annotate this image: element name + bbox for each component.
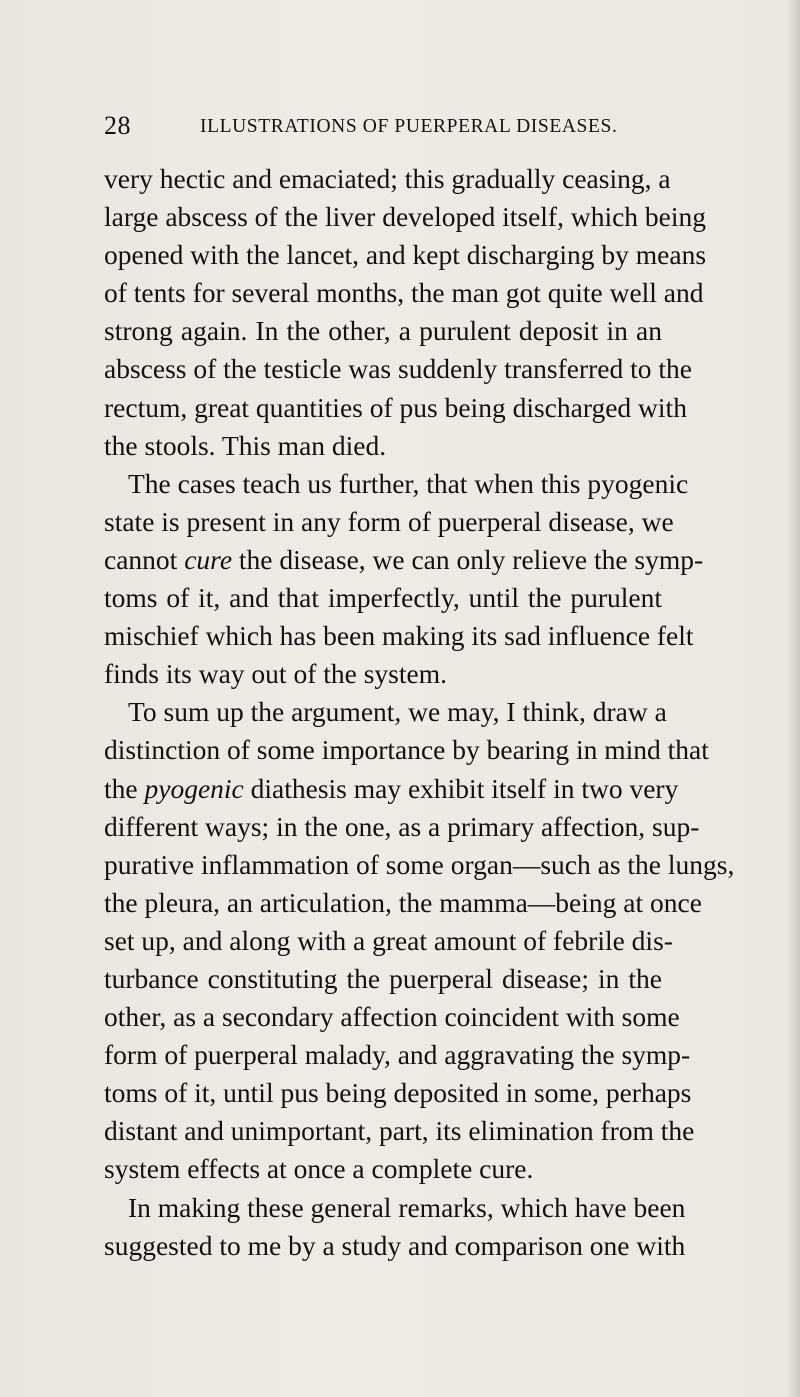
- text-line: of tents for several months, the man got quite well and: [104, 277, 704, 309]
- text-line: In making these general remarks, which have been: [128, 1191, 686, 1223]
- text-line: state is present in any form of puerperal disease, we: [104, 505, 674, 537]
- text-line: other, as a secondary affection coincident with some: [104, 1001, 680, 1033]
- text-line: rectum, great quantities of pus being discharged with: [104, 391, 687, 423]
- text-line: toms of it, until pus being deposited in some, perhaps: [104, 1077, 692, 1109]
- text-line: set up, and along with a great amount of febrile dis-: [104, 924, 673, 956]
- text-line: suggested to me by a study and comparison one with: [104, 1229, 686, 1261]
- text-line: toms of it, and that imperfectly, until the purulent: [104, 582, 662, 614]
- text-line: the pleura, an articulation, the mamma—being at once: [104, 886, 702, 918]
- text-line: very hectic and emaciated; this gradually ceasing, a: [104, 163, 671, 194]
- text-line: form of puerperal malady, and aggravating the symp-: [104, 1039, 691, 1071]
- page-edge-shadow: [786, 0, 800, 1397]
- text-line: cannot cure the disease, we can only relieve the symp-: [104, 543, 704, 575]
- text-line: strong again. In the other, a purulent deposit in an: [104, 315, 662, 347]
- text-line: purative inflammation of some organ—such as the lungs,: [104, 848, 735, 880]
- page-number: 28: [104, 111, 131, 140]
- text-line: abscess of the testicle was suddenly transferred to the: [104, 353, 693, 385]
- text-line: finds its way out of the system.: [104, 658, 447, 690]
- text-line: distant and unimportant, part, its elimination from the: [104, 1115, 695, 1147]
- text-line: turbance constituting the puerperal disease; in the: [104, 962, 662, 994]
- text-line: opened with the lancet, and kept discharging by means: [104, 239, 707, 271]
- text-line: distinction of some importance by bearing in mind that: [104, 734, 709, 766]
- text-line: the stools. This man died.: [104, 429, 387, 461]
- running-head: [104, 106, 664, 146]
- text-line: The cases teach us further, that when this pyogenic: [128, 467, 689, 499]
- running-head-title: ILLUSTRATIONS OF PUERPERAL DISEASES.: [200, 116, 618, 137]
- text-line: To sum up the argument, we may, I think, draw a: [128, 696, 667, 728]
- text-line: different ways; in the one, as a primary affection, sup-: [104, 810, 700, 842]
- text-line: mischief which has been making its sad influence felt: [104, 620, 694, 652]
- text-line: large abscess of the liver developed itself, which being: [104, 201, 707, 233]
- body-text: [104, 160, 735, 1265]
- text-line: system effects at once a complete cure.: [104, 1153, 534, 1185]
- text-line: the pyogenic diathesis may exhibit itself in two very: [104, 772, 679, 804]
